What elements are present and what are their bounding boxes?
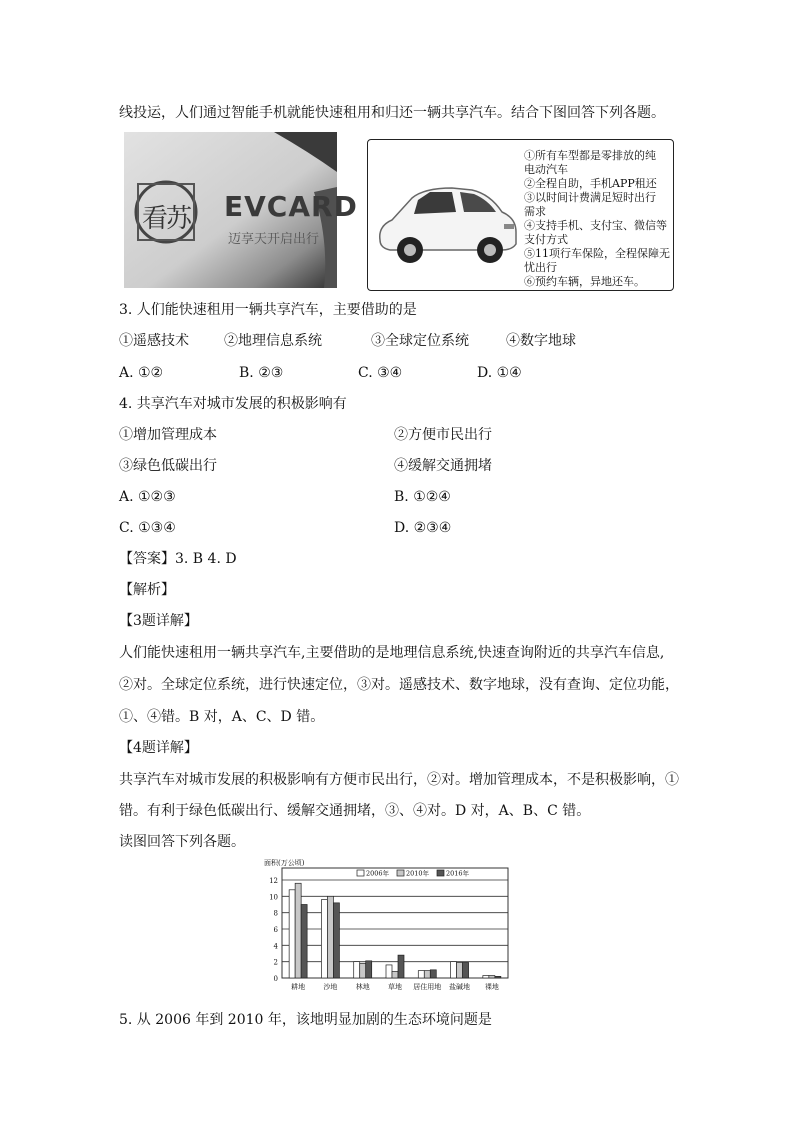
q3-detail-heading: 【3题详解】 xyxy=(119,613,198,629)
analysis-heading: 【解析】 xyxy=(119,582,175,598)
x-tick-label: 草地 xyxy=(388,983,402,991)
y-tick-label: 12 xyxy=(269,877,278,885)
legend-swatch xyxy=(437,870,444,876)
bar xyxy=(457,962,463,978)
q3-detail-line: ①、④错。B 对，A、C、D 错。 xyxy=(119,709,325,725)
q4-detail-heading: 【4题详解】 xyxy=(119,740,198,756)
x-tick-label: 林地 xyxy=(355,983,370,991)
car-feature-line: ③以时间计费满足短时出行 xyxy=(524,191,656,204)
legend-swatch xyxy=(397,870,404,876)
y-axis-label: 面积(万公顷) xyxy=(264,859,305,867)
q4-option-a: A. ①②③ xyxy=(119,489,176,505)
x-tick-label: 耕地 xyxy=(291,983,306,991)
car-illustration xyxy=(372,168,522,278)
bar xyxy=(463,962,469,978)
car-feature-line: 电动汽车 xyxy=(524,163,568,176)
bar xyxy=(430,970,436,978)
legend-label: 2010年 xyxy=(406,869,430,878)
car-feature-line: 忧出行 xyxy=(524,261,557,274)
question-4-stem: 4. 共享汽车对城市发展的积极影响有 xyxy=(119,396,347,412)
photo-logo-text: 看苏 xyxy=(142,204,191,234)
intro-text: 线投运，人们通过智能手机就能快速租用和归还一辆共享汽车。结合下图回答下列各题。 xyxy=(119,105,665,121)
car-feature-line: ⑤11项行车保险，全程保障无 xyxy=(524,247,670,260)
car-feature-line: 需求 xyxy=(524,205,546,218)
y-tick-label: 6 xyxy=(273,926,278,934)
q3-option-b: B. ②③ xyxy=(239,365,284,381)
bar xyxy=(424,971,430,978)
bar xyxy=(354,962,360,978)
q4-option-c: C. ①③④ xyxy=(119,520,176,536)
x-tick-label: 裸地 xyxy=(484,983,499,991)
photo-brand-text: EVCARD xyxy=(224,190,358,223)
legend-label: 2006年 xyxy=(366,869,390,878)
car-feature-line: ②全程自助，手机APP租还 xyxy=(524,177,657,190)
q3-item: ④数字地球 xyxy=(506,333,576,349)
x-tick-label: 沙地 xyxy=(323,983,338,991)
land-use-chart xyxy=(262,858,514,1000)
evcard-photo xyxy=(124,132,358,288)
q4-detail-line: 错。有利于绿色低碳出行、缓解交通拥堵，③、④对。D 对，A、B、C 错。 xyxy=(119,803,591,819)
q3-option-d: D. ①④ xyxy=(477,365,522,381)
bar xyxy=(289,890,295,978)
bar xyxy=(451,962,457,978)
q3-option-c: C. ③④ xyxy=(358,365,403,381)
y-tick-label: 0 xyxy=(273,975,278,983)
bar xyxy=(398,955,404,978)
bar xyxy=(418,971,424,978)
question-5-stem: 5. 从 2006 年到 2010 年，该地明显加剧的生态环境问题是 xyxy=(119,1012,492,1028)
x-tick-label: 居住用地 xyxy=(413,983,442,991)
car-feature-line: ⑥预约车辆，异地还车。 xyxy=(524,275,645,288)
land-use-chart-svg xyxy=(262,858,514,1000)
q3-option-a: A. ①② xyxy=(119,365,164,381)
y-tick-label: 2 xyxy=(273,958,278,967)
y-tick-label: 8 xyxy=(273,909,278,918)
q4-item: ③绿色低碳出行 xyxy=(119,458,217,474)
bar xyxy=(327,896,333,978)
legend-label: 2016年 xyxy=(446,869,470,878)
q4-detail-line: 共享汽车对城市发展的积极影响有方便市民出行，②对。增加管理成本，不是积极影响，① xyxy=(119,772,679,788)
legend-swatch xyxy=(357,870,364,876)
car-feature-line: ①所有车型都是零排放的纯 xyxy=(524,149,656,162)
y-tick-label: 10 xyxy=(269,893,278,902)
bar xyxy=(321,900,327,978)
question-3-stem: 3. 人们能快速租用一辆共享汽车，主要借助的是 xyxy=(119,302,417,318)
q3-item: ③全球定位系统 xyxy=(371,333,469,349)
bar xyxy=(360,963,366,978)
read-chart-instruction: 读图回答下列各题。 xyxy=(119,834,245,850)
photo-slogan-text: 迈享天开启出行 xyxy=(228,232,320,247)
x-tick-label: 盐碱地 xyxy=(449,983,471,991)
q3-item: ②地理信息系统 xyxy=(224,333,322,349)
bar xyxy=(333,903,339,978)
q4-item: ④缓解交通拥堵 xyxy=(394,458,492,474)
car-feature-line: 支付方式 xyxy=(524,233,568,246)
car-feature-line: ④支持手机、支付宝、微信等 xyxy=(524,219,667,232)
answer-line: 【答案】3. B 4. D xyxy=(119,551,237,567)
bar xyxy=(489,976,495,978)
q3-detail-line: 人们能快速租用一辆共享汽车,主要借助的是地理信息系统,快速查询附近的共享汽车信息, xyxy=(119,645,665,661)
q3-item: ①遥感技术 xyxy=(119,333,189,349)
q4-item: ②方便市民出行 xyxy=(394,427,492,443)
bar xyxy=(301,905,307,979)
y-tick-label: 4 xyxy=(273,942,278,951)
bar xyxy=(392,971,398,978)
q4-option-d: D. ②③④ xyxy=(394,520,452,536)
q3-detail-line: ②对。全球定位系统，进行快速定位，③对。遥感技术、数字地球，没有查询、定位功能， xyxy=(119,677,679,693)
q4-item: ①增加管理成本 xyxy=(119,427,217,443)
bar xyxy=(366,961,372,978)
bar xyxy=(483,976,489,978)
bar xyxy=(495,976,501,978)
q4-option-b: B. ①②④ xyxy=(394,489,451,505)
bar xyxy=(386,965,392,978)
bar xyxy=(295,883,301,978)
